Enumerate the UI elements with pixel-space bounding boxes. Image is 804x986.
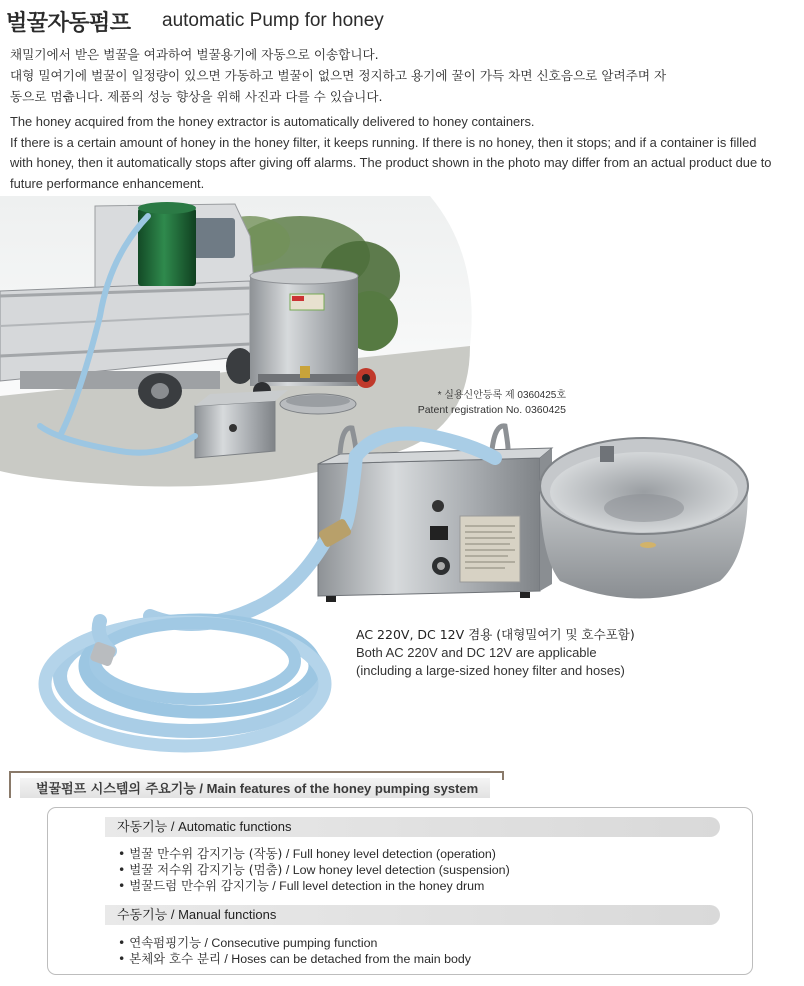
automatic-label-english: / Automatic functions: [167, 819, 292, 834]
intro-english-line: future performance enhancement.: [10, 175, 205, 191]
automatic-section-label: [105, 817, 720, 838]
manual-label-korean: 수동기능: [117, 908, 168, 923]
list-item-english: / Full level detection in the honey drum: [268, 879, 485, 893]
power-spec: [356, 626, 635, 680]
list-item-english: / Hoses can be detached from the main body: [220, 952, 471, 966]
list-item: [118, 862, 510, 878]
list-item-english: / Low honey level detection (suspension): [282, 863, 510, 877]
intro-korean-line: 동으로 멈춥니다. 제품의 성능 향상을 위해 사진과 다를 수 있습니다.: [10, 89, 383, 104]
list-item: [118, 878, 510, 894]
features-box: [47, 807, 753, 975]
features-title-korean: 벌꿀펌프 시스템의 주요기능: [36, 782, 196, 797]
intro-korean-line: 채밀기에서 받은 벌꿀을 여과하여 벌꿀용기에 자동으로 이송합니다.: [10, 47, 379, 62]
patent-note-korean: * 실용신안등록 제 0360425호: [437, 390, 566, 401]
manual-label-english: / Manual functions: [167, 907, 277, 922]
page-title-english: automatic Pump for honey: [162, 10, 384, 31]
manual-list: [118, 935, 471, 967]
list-item: [118, 935, 471, 951]
power-spec-korean: AC 220V, DC 12V 겸용 (대형밀여기 및 호수포함): [356, 627, 635, 642]
intro-english-line: If there is a certain amount of honey in the honey filter, it keeps running. If there is no honey, then it stops; and if a container is filled: [10, 134, 757, 150]
intro-english-line: with honey, then it automatically stops after giving off alarms. The product shown in the photo may differ from an actual product due to: [10, 155, 772, 170]
list-item-korean: • 벌꿀 저수위 감지기능 (멈춤): [118, 862, 283, 877]
list-item-english: / Full honey level detection (operation): [282, 847, 496, 861]
large-honey-filter: [540, 438, 748, 599]
automatic-label-korean: 자동기능: [117, 820, 168, 835]
features-title-english: / Main features of the honey pumping system: [195, 781, 479, 796]
list-item-korean: • 벌꿀 만수위 감지기능 (작동): [118, 846, 283, 861]
manual-section-bar: [105, 905, 720, 925]
intro-english: [10, 112, 800, 194]
page-title-korean: 벌꿀자동펌프: [6, 11, 131, 36]
product-photo: [0, 196, 804, 766]
list-item-korean: • 본체와 호수 분리: [118, 951, 221, 966]
list-item-korean: • 연속펌핑기능: [118, 935, 202, 950]
patent-note-english: Patent registration No. 0360425: [417, 404, 566, 416]
list-item-korean: • 벌꿀드럼 만수위 감지기능: [118, 878, 269, 893]
manual-section-label: [105, 905, 720, 926]
intro-english-line: The honey acquired from the honey extractor is automatically delivered to honey containers.: [10, 114, 535, 129]
power-spec-english-2: (including a large-sized honey filter and hoses): [356, 663, 625, 678]
intro-korean: [10, 44, 790, 107]
power-spec-english-1: Both AC 220V and DC 12V are applicable: [356, 645, 597, 660]
automatic-list: [118, 846, 510, 894]
list-item: [118, 846, 510, 862]
hose-fitting: [89, 518, 352, 667]
patent-note: [416, 389, 566, 417]
honey-filter-tank: [250, 268, 376, 400]
features-title: [36, 778, 478, 797]
list-item: [118, 951, 471, 967]
list-item-english: / Consecutive pumping function: [201, 936, 378, 950]
automatic-section-bar: [105, 817, 720, 837]
intro-korean-line: 대형 밀여기에 벌꿀이 일정량이 있으면 가동하고 벌꿀이 없으면 정지하고 용기에 꿀이 가득 차면 신호음으로 알려주며 자: [10, 68, 667, 83]
